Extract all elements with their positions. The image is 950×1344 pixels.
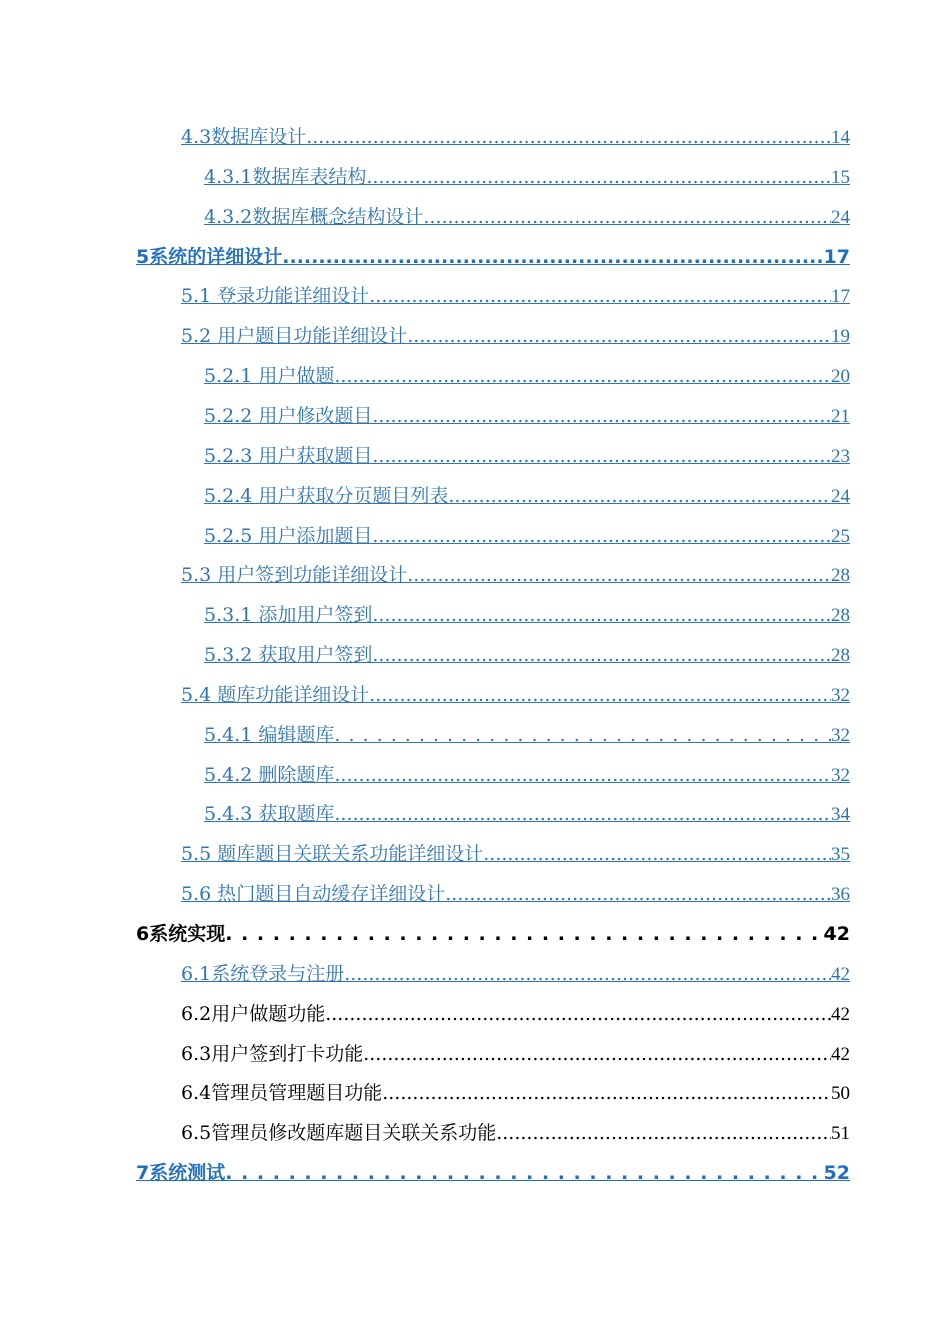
toc-leader-dots bbox=[366, 160, 831, 194]
toc-entry-title: 4.3数据库设计 bbox=[181, 126, 307, 148]
toc-entry-page-number: 24 bbox=[831, 206, 850, 228]
toc-entry-page-number: 15 bbox=[831, 166, 850, 188]
toc-entry-title: 5.2 用户题目功能详细设计 bbox=[181, 325, 408, 348]
toc-entry-title: 5.1 登录功能详细设计 bbox=[181, 285, 370, 308]
toc-leader-dots bbox=[325, 997, 831, 1031]
toc-entry[interactable] bbox=[181, 877, 850, 911]
toc-entry[interactable] bbox=[204, 758, 850, 792]
toc-entry-page-number: 28 bbox=[831, 605, 850, 627]
toc-leader-dots bbox=[334, 718, 831, 752]
toc-leader-dots bbox=[372, 439, 831, 473]
toc-entry-page-number: 35 bbox=[831, 844, 850, 866]
toc-entry-title: 5.4.3 获取题库 bbox=[204, 803, 335, 826]
toc-entry-page-number: 17 bbox=[831, 286, 850, 308]
toc-entry-page-number: 34 bbox=[831, 804, 850, 826]
toc-leader-dots bbox=[448, 479, 831, 513]
toc-entry[interactable] bbox=[204, 359, 850, 393]
toc-entry-title: 5.6 热门题目自动缓存详细设计 bbox=[181, 883, 446, 906]
toc-entry-page-number: 50 bbox=[831, 1083, 850, 1105]
toc-leader-dots bbox=[363, 1037, 831, 1071]
toc-entry[interactable] bbox=[181, 558, 850, 592]
toc-entry[interactable] bbox=[204, 638, 850, 672]
toc-entry-page-number: 25 bbox=[831, 525, 850, 547]
toc-entry-page-number: 32 bbox=[831, 724, 850, 746]
toc-entry[interactable] bbox=[204, 399, 850, 433]
toc-entry-title: 5.2.5 用户添加题目 bbox=[204, 524, 373, 547]
toc-entry-page-number: 28 bbox=[831, 645, 850, 667]
toc-leader-dots bbox=[282, 240, 823, 274]
toc-entry-title: 5.2.2 用户修改题目 bbox=[204, 404, 373, 427]
toc-entry[interactable] bbox=[204, 797, 850, 831]
toc-leader-dots bbox=[382, 1076, 831, 1110]
toc-entry[interactable] bbox=[136, 1156, 850, 1190]
toc-entry[interactable] bbox=[204, 519, 850, 553]
toc-leader-dots bbox=[407, 558, 831, 592]
toc-leader-dots bbox=[334, 758, 831, 792]
toc-entry-title: 7系统测试 bbox=[136, 1162, 226, 1185]
toc-entry-page-number: 23 bbox=[831, 445, 850, 467]
toc-leader-dots bbox=[372, 598, 831, 632]
toc-entry[interactable] bbox=[181, 120, 850, 154]
toc-entry-page-number: 36 bbox=[831, 884, 850, 906]
toc-leader-dots bbox=[369, 678, 831, 712]
toc-leader-dots bbox=[334, 797, 831, 831]
toc-entry-title: 5.4 题库功能详细设计 bbox=[181, 683, 370, 706]
toc-entry-title: 6.4管理员管理题目功能 bbox=[181, 1082, 383, 1105]
toc-entry-page-number: 14 bbox=[831, 127, 850, 148]
toc-entry-title: 6.3用户签到打卡功能 bbox=[181, 1042, 364, 1065]
toc-entry[interactable] bbox=[204, 598, 850, 632]
toc-entry-title: 5.3.1 添加用户签到 bbox=[204, 604, 373, 627]
toc-leader-dots bbox=[372, 519, 831, 553]
toc-entry-title: 5.5 题库题目关联关系功能详细设计 bbox=[181, 843, 484, 866]
toc-entry-page-number: 42 bbox=[823, 923, 850, 945]
toc-leader-dots bbox=[445, 877, 831, 911]
toc-leader-dots bbox=[369, 279, 831, 313]
toc-entry-title: 6.1系统登录与注册 bbox=[181, 962, 345, 985]
toc-entry[interactable] bbox=[136, 240, 850, 274]
toc-entry-page-number: 42 bbox=[831, 963, 850, 985]
toc-leader-dots bbox=[306, 120, 831, 154]
toc-leader-dots bbox=[344, 957, 831, 991]
toc-entry[interactable] bbox=[181, 678, 850, 712]
toc-entry bbox=[181, 1076, 850, 1110]
toc-entry-page-number: 52 bbox=[823, 1162, 850, 1185]
toc-entry-page-number: 42 bbox=[831, 1003, 850, 1025]
toc-entry[interactable] bbox=[204, 200, 850, 234]
toc-entry-page-number: 24 bbox=[831, 485, 850, 507]
toc-leader-dots bbox=[483, 837, 831, 871]
toc-entry[interactable] bbox=[181, 957, 850, 991]
toc-entry-title: 5.4.1 编辑题库 bbox=[204, 723, 335, 746]
toc-entry-title: 6.5管理员修改题库题目关联关系功能 bbox=[181, 1122, 497, 1145]
toc-entry bbox=[181, 997, 850, 1031]
toc-entry-page-number: 17 bbox=[823, 245, 850, 268]
toc-entry bbox=[181, 1116, 850, 1150]
toc-entry[interactable] bbox=[181, 279, 850, 313]
toc-leader-dots bbox=[334, 359, 831, 393]
toc-entry bbox=[181, 1037, 850, 1071]
toc-entry-page-number: 42 bbox=[831, 1043, 850, 1065]
toc-leader-dots bbox=[372, 399, 831, 433]
toc-leader-dots bbox=[372, 638, 831, 672]
toc-leader-dots bbox=[496, 1116, 831, 1150]
toc-entry[interactable] bbox=[204, 718, 850, 752]
toc-leader-dots bbox=[423, 200, 831, 234]
toc-entry-page-number: 19 bbox=[831, 326, 850, 348]
toc-entry[interactable] bbox=[181, 319, 850, 353]
toc-entry[interactable] bbox=[204, 439, 850, 473]
toc-entry-page-number: 21 bbox=[831, 405, 850, 427]
toc-entry-title: 4.3.1数据库表结构 bbox=[204, 165, 367, 188]
toc-entry-title: 5.3 用户签到功能详细设计 bbox=[181, 564, 408, 587]
toc-entry-page-number: 32 bbox=[831, 684, 850, 706]
toc-entry-title: 5.3.2 获取用户签到 bbox=[204, 644, 373, 667]
toc-entry[interactable] bbox=[181, 837, 850, 871]
toc-entry-page-number: 32 bbox=[831, 764, 850, 786]
toc-entry-title: 5.2.1 用户做题 bbox=[204, 365, 335, 388]
toc-entry-page-number: 20 bbox=[831, 366, 850, 388]
toc-entry[interactable] bbox=[204, 160, 850, 194]
toc-entry-title: 5.4.2 删除题库 bbox=[204, 763, 335, 786]
toc-entry-page-number: 51 bbox=[831, 1123, 850, 1145]
toc-entry bbox=[136, 917, 850, 951]
toc-leader-dots bbox=[225, 1156, 823, 1190]
toc-entry-title: 6系统实现 bbox=[136, 923, 226, 945]
toc-entry-title: 5.2.3 用户获取题目 bbox=[204, 444, 373, 467]
toc-entry-title: 5系统的详细设计 bbox=[136, 245, 283, 268]
toc-entry-title: 5.2.4 用户获取分页题目列表 bbox=[204, 484, 449, 507]
toc-leader-dots bbox=[225, 917, 823, 951]
toc-leader-dots bbox=[407, 319, 831, 353]
toc-entry-title: 4.3.2数据库概念结构设计 bbox=[204, 205, 424, 228]
toc-entry[interactable] bbox=[204, 479, 850, 513]
toc-entry-page-number: 28 bbox=[831, 565, 850, 587]
toc-entry-title: 6.2用户做题功能 bbox=[181, 1002, 326, 1025]
